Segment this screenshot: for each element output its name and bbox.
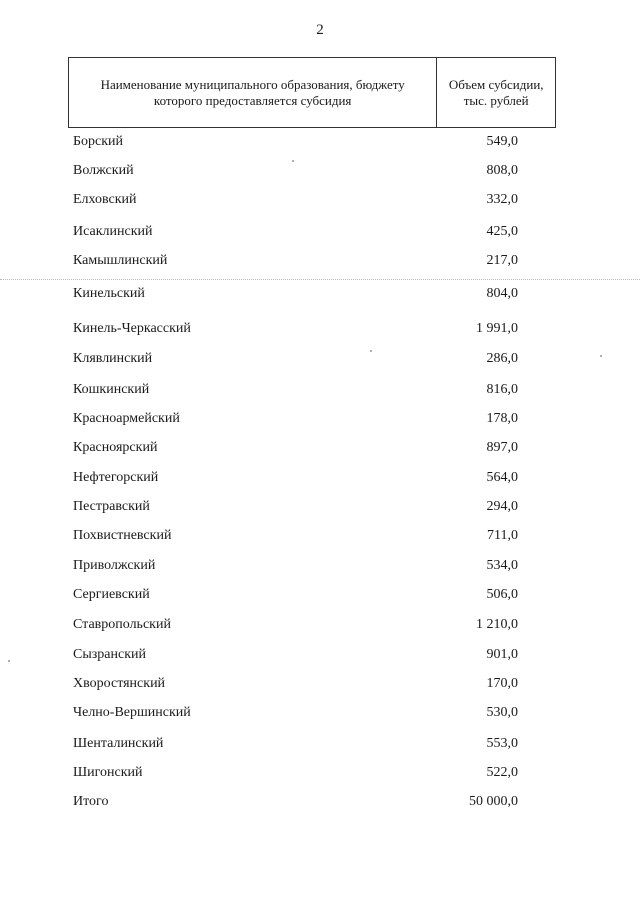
table-row	[0, 163, 640, 183]
municipality-name: Ставропольский	[73, 617, 171, 632]
table-row	[0, 765, 640, 785]
municipality-name: Кинельский	[73, 286, 145, 301]
subsidy-amount: 804,0	[486, 286, 518, 301]
table-row	[0, 736, 640, 756]
municipality-name: Хворостянский	[73, 676, 166, 691]
table-row	[0, 587, 640, 607]
table-row	[0, 647, 640, 667]
municipality-name: Елховский	[73, 192, 137, 207]
subsidy-amount: 170,0	[486, 676, 518, 691]
subsidy-amount: 178,0	[486, 411, 518, 426]
table-row	[0, 411, 640, 431]
table-row	[0, 558, 640, 578]
table-row	[0, 321, 640, 341]
municipality-name: Красноармейский	[73, 411, 180, 426]
table-row	[0, 440, 640, 460]
table-row	[0, 192, 640, 212]
table-row	[0, 134, 640, 154]
table-header	[68, 57, 556, 128]
subsidy-amount: 816,0	[486, 382, 518, 397]
subsidy-amount: 286,0	[486, 351, 518, 366]
subsidy-amount: 553,0	[486, 736, 518, 751]
column-header-name: Наименование муниципального образования, бюджету которого предоставляется субсидия	[69, 58, 437, 128]
subsidy-amount: 897,0	[486, 440, 518, 455]
subsidy-amount: 1 210,0	[476, 617, 518, 632]
total-label: Итого	[73, 794, 109, 809]
municipality-name: Шигонский	[73, 765, 143, 780]
subsidy-amount: 530,0	[486, 705, 518, 720]
municipality-name: Волжский	[73, 163, 134, 178]
subsidy-amount: 564,0	[486, 470, 518, 485]
scan-artifact-line	[0, 279, 640, 280]
table-row	[0, 705, 640, 725]
table-row	[0, 676, 640, 696]
subsidy-amount: 506,0	[486, 587, 518, 602]
municipality-name: Шенталинский	[73, 736, 164, 751]
municipality-name: Сызранский	[73, 647, 146, 662]
table-row	[0, 470, 640, 490]
municipality-name: Нефтегорский	[73, 470, 159, 485]
municipality-name: Пестравский	[73, 499, 150, 514]
table-row	[0, 528, 640, 548]
scan-speck	[292, 160, 294, 162]
table-row	[0, 286, 640, 306]
municipality-name: Кинель-Черкасский	[73, 321, 191, 336]
municipality-name: Борский	[73, 134, 124, 149]
subsidy-amount: 217,0	[486, 253, 518, 268]
subsidy-amount: 808,0	[486, 163, 518, 178]
subsidy-amount: 294,0	[486, 499, 518, 514]
table-row	[0, 382, 640, 402]
municipality-name: Челно-Вершинский	[73, 705, 191, 720]
subsidy-amount: 901,0	[486, 647, 518, 662]
subsidy-amount: 332,0	[486, 192, 518, 207]
total-amount: 50 000,0	[469, 794, 518, 809]
municipality-name: Камышлинский	[73, 253, 168, 268]
page-number: 2	[316, 22, 324, 38]
table-row	[0, 499, 640, 519]
subsidy-amount: 1 991,0	[476, 321, 518, 336]
subsidy-amount: 425,0	[486, 224, 518, 239]
total-row	[0, 794, 640, 814]
subsidy-amount: 549,0	[486, 134, 518, 149]
column-header-amount: Объем субсидии, тыс. рублей	[437, 58, 556, 128]
municipality-name: Исаклинский	[73, 224, 153, 239]
table-row	[0, 253, 640, 273]
subsidy-amount: 711,0	[487, 528, 518, 543]
municipality-name: Красноярский	[73, 440, 158, 455]
subsidy-amount: 522,0	[486, 765, 518, 780]
municipality-name: Сергиевский	[73, 587, 150, 602]
municipality-name: Клявлинский	[73, 351, 153, 366]
municipality-name: Похвистневский	[73, 528, 172, 543]
subsidy-amount: 534,0	[486, 558, 518, 573]
table-row	[0, 617, 640, 637]
table-row	[0, 351, 640, 371]
municipality-name: Приволжский	[73, 558, 156, 573]
table-row	[0, 224, 640, 244]
municipality-name: Кошкинский	[73, 382, 150, 397]
